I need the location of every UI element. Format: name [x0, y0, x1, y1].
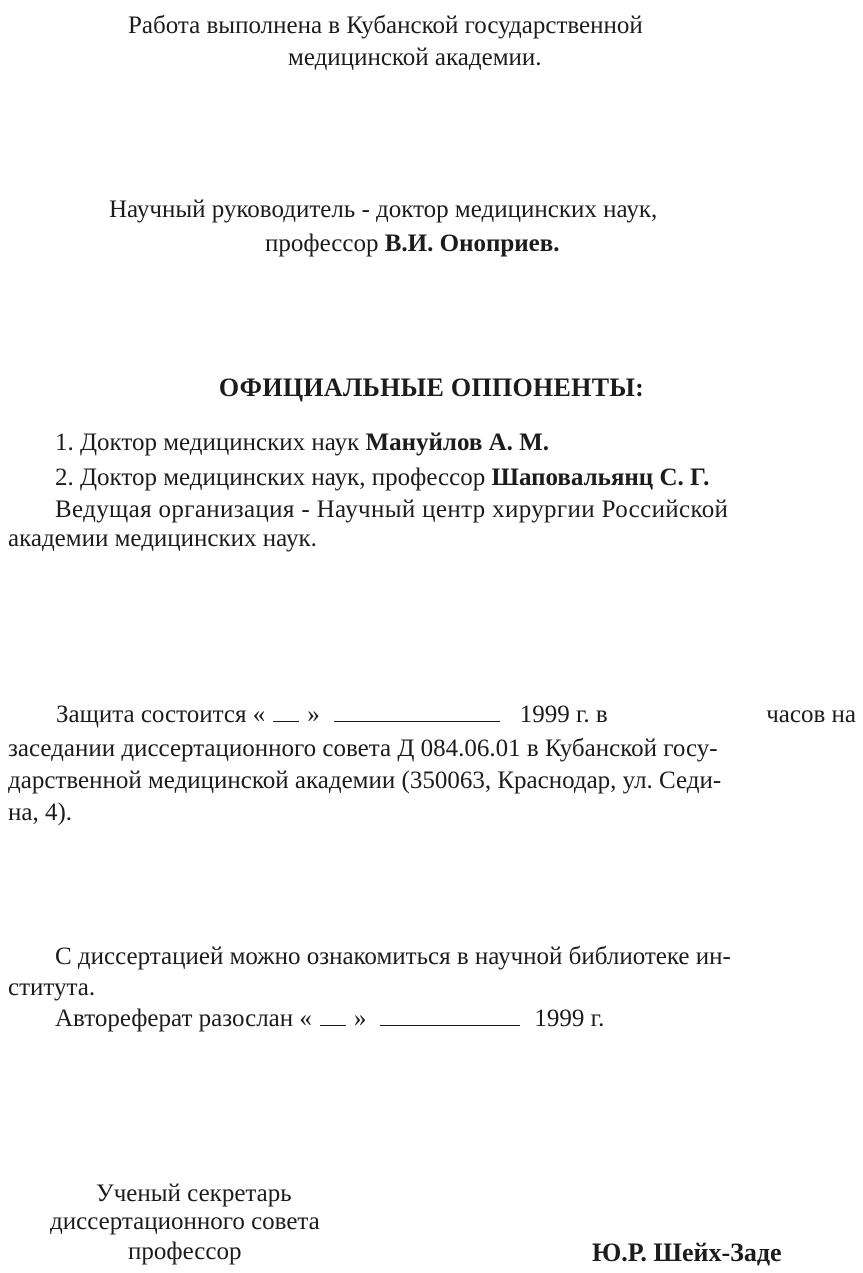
library-line-2: ститута. [8, 974, 96, 1001]
mailing-start: Автореферат разослан « [55, 1005, 312, 1032]
opponent-item-2 [55, 462, 709, 494]
defense-hours: часов на [766, 701, 856, 728]
mailing-day-blank [320, 1005, 346, 1026]
leading-org-line-1: Ведущая организация - Научный центр хирургии Российской [55, 496, 729, 523]
library-line-1: С диссертацией можно ознакомиться в научной библиотеке ин- [55, 943, 731, 970]
defense-start: Защита состоится « [56, 701, 266, 728]
defense-line-1 [56, 699, 856, 731]
signature-line-1: Ученый секретарь [96, 1180, 292, 1207]
signature-line-3: профессор [128, 1238, 242, 1265]
opponent-2-name: Шаповальянц С. Г. [491, 464, 710, 491]
opponents-heading: ОФИЦИАЛЬНЫЕ ОППОНЕНТЫ: [218, 373, 645, 402]
defense-line-2: заседании диссертационного совета Д 084.06.01 в Кубанской госу- [8, 735, 718, 762]
opponent-2-title: 2. Доктор медицинских наук, профессор [55, 464, 486, 491]
defense-quote-close: » [307, 701, 320, 728]
supervisor-line-2 [265, 228, 560, 260]
mailing-year: 1999 г. [534, 1005, 605, 1032]
mailing-quote-close: » [353, 1005, 367, 1032]
day-blank [273, 701, 299, 722]
opponent-1-name: Мануйлов А. М. [365, 429, 549, 456]
mailing-month-blank [380, 1005, 520, 1026]
mailing-line [55, 1003, 604, 1035]
defense-year: 1999 г. в [519, 701, 608, 728]
month-blank [334, 701, 500, 722]
header-line-2: медицинской академии. [288, 44, 542, 71]
defense-line-3: дарственной медицинской академии (350063, Краснодар, ул. Седи- [8, 767, 722, 794]
signature-line-2: диссертационного совета [50, 1208, 320, 1235]
supervisor-prefix: профессор [265, 230, 379, 257]
supervisor-name: В.И. Оноприев. [384, 230, 560, 257]
leading-org-line-2: академии медицинских наук. [8, 525, 317, 552]
signature-name: Ю.Р. Шейх-Заде [592, 1238, 782, 1267]
header-line-1: Работа выполнена в Кубанской государственной [128, 12, 643, 39]
opponent-item-1 [55, 427, 549, 459]
supervisor-line-1: Научный руководитель - доктор медицинских наук, [109, 196, 658, 223]
opponent-1-title: 1. Доктор медицинских наук [55, 429, 360, 456]
defense-line-4: на, 4). [8, 799, 73, 826]
